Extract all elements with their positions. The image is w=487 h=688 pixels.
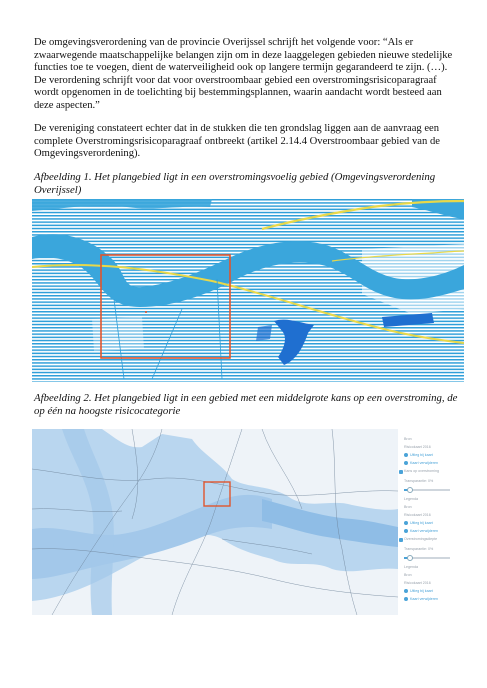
layer-action-label: Kaart verwijderen — [410, 529, 438, 533]
deep-water — [256, 325, 272, 341]
panel-text: Bron — [404, 505, 412, 509]
bullet-icon — [404, 589, 408, 593]
layer-action-button[interactable] — [404, 529, 438, 534]
transparency-slider[interactable] — [404, 557, 450, 559]
layer-action-label: Uitleg bij kaart — [410, 589, 433, 593]
paragraph-verordening: De omgevingsverordening van de provincie Overijssel schrijft het volgende voor: “Als er zwaarwegende maatschappelijke belangen zijn om in deze laaggelegen gebieden nieuwe stedelijke functies toe te voegen, dient de waterveiligheid ook op langere termijn gegarandeerd te zijn. (…). De verordening schrijft voor dat voor overstroombaar gebied een overstromingsrisicoparagraaf wordt opgenomen in de toelichting bij bestemmingsplannen, waarin aandacht wordt besteed aan deze aspecten.” — [34, 37, 453, 111]
bullet-icon — [404, 521, 408, 525]
flood-zone-map — [32, 199, 464, 382]
layer-action-button[interactable] — [404, 521, 438, 526]
panel-text: Bron — [404, 573, 412, 577]
bullet-icon — [404, 529, 408, 533]
bullet-icon — [404, 453, 408, 457]
figure2-caption: Afbeelding 2. Het plangebied ligt in een gebied met een middelgrote kans op een overstroming, de op één na hoogste risicocategorie — [34, 392, 458, 417]
layer-checkbox[interactable] — [399, 538, 403, 542]
layer-checkbox[interactable] — [399, 470, 403, 474]
panel-text: Risicokaart 2016 — [404, 581, 431, 585]
layer-action-label: Kaart verwijderen — [410, 597, 438, 601]
panel-text: Bron — [404, 437, 412, 441]
panel-text: Legenda — [404, 497, 418, 501]
bullet-icon — [404, 597, 408, 601]
layer-action-button[interactable] — [404, 589, 438, 594]
layer-action-button[interactable] — [404, 453, 438, 458]
figure1-caption: Afbeelding 1. Het plangebied ligt in een overstromingsvoelig gebied (Omgevingsverordening Overijssel) — [34, 171, 436, 196]
layer-action-button[interactable] — [404, 597, 438, 602]
panel-text: Risicokaart 2016 — [404, 445, 431, 449]
layer-toggle-label: Overstromingsdiepte — [404, 537, 438, 541]
flood-probability-viewer — [32, 429, 464, 615]
transparency-slider[interactable] — [404, 489, 450, 491]
layer-toggle-label: Kans op overstroming — [404, 469, 439, 473]
panel-text: Risicokaart 2016 — [404, 513, 431, 517]
bullet-icon — [404, 461, 408, 465]
panel-text: Transparantie: 0% — [404, 479, 434, 483]
slider-knob[interactable] — [407, 487, 413, 493]
flood-probability-map[interactable] — [32, 429, 398, 615]
layer-action-label: Uitleg bij kaart — [410, 521, 433, 525]
slider-knob[interactable] — [407, 555, 413, 561]
paragraph-constatering: De vereniging constateert echter dat in de stukken die ten grondslag liggen aan de aanvraag een complete Overstromingsrisicoparagraaf ontbreekt (artikel 2.14.4 Overstroombaar gebied van de Omgevingsverordening). — [34, 123, 440, 160]
layer-action-label: Kaart verwijderen — [410, 461, 438, 465]
panel-text: Transparantie: 0% — [404, 547, 434, 551]
panel-text: Legenda — [404, 565, 418, 569]
layer-panel — [398, 429, 464, 615]
layer-action-button[interactable] — [404, 461, 438, 466]
layer-action-label: Uitleg bij kaart — [410, 453, 433, 457]
